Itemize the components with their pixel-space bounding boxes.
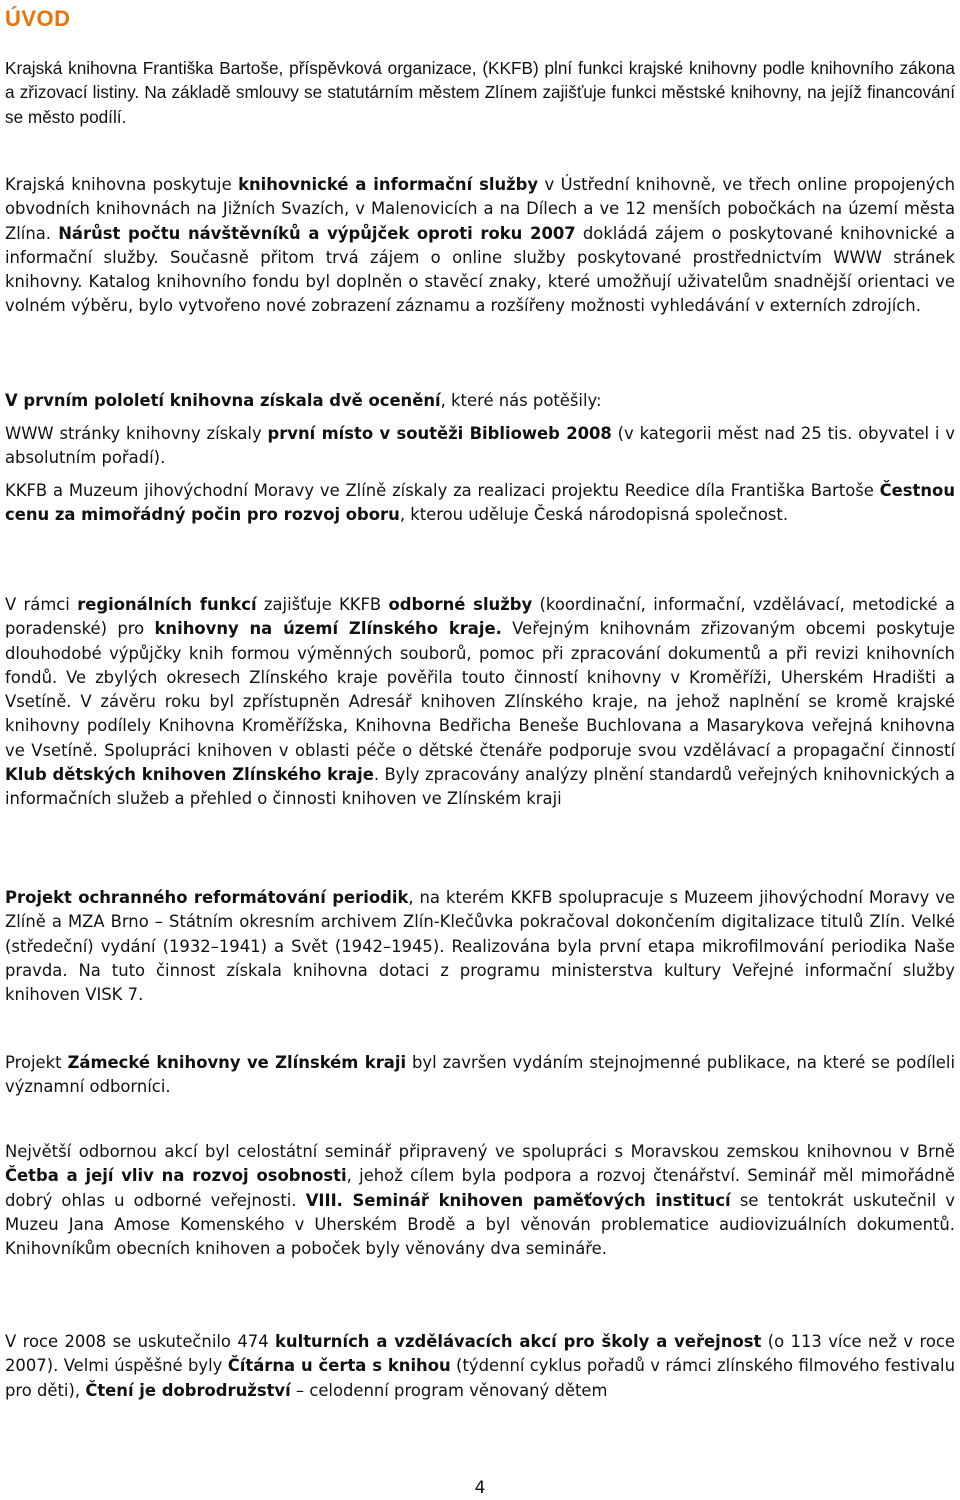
text-span: byl završen vydáním stejnojmenné publikace, na které se podíleli významní odborníci. bbox=[5, 1053, 955, 1097]
bold-span: Klub dětských knihoven Zlínského kraje bbox=[5, 765, 374, 785]
bold-span: knihovnické a informační služby bbox=[238, 175, 539, 194]
text-span: se tentokrát uskutečnil v Muzeu Jana Amose Komenského v Uherském Brodě a byl věnován problematice audiovizuálních dokumentů. Knihovníkům obecních knihoven a poboček byly věnovány dva semináře. bbox=[5, 1190, 955, 1259]
bold-span: Čítárna u čerta s knihou bbox=[227, 1356, 451, 1376]
text-span: (v kategorii měst nad 25 tis. obyvatel i v absolutním pořadí). bbox=[5, 424, 955, 468]
paragraph-castle-libraries bbox=[5, 1051, 955, 1100]
text-span: Veřejným knihovnám zřizovaným obcemi poskytuje dlouhodobé výpůjčky knih formou výměnných souborů, pomoc při zpracování dokumentů a při revizi knihovních fondů. Ve zbylých okresech Zlínského kraje pověřila touto činností knihovny v Kroměříži, Uherském Hradišti a Vsetíně. V závěru roku byl zpřístupněn Adresář knihoven Zlínského kraje, na jehož naplnění se kromě krajské knihovny podílely Knihovna Kroměřížska, Knihovna Bedřicha Beneše Buchlovana a Masarykova veřejná knihovna ve Vsetíně. Spolupráci knihoven v oblasti péče o dětské čtenáře podporuje svou vzdělávací a propagační činností bbox=[5, 619, 956, 760]
bold-span: Čestnou cenu za mimořádný počin pro rozvoj oboru bbox=[5, 481, 955, 525]
bold-span: regionálních funkcí bbox=[77, 595, 257, 614]
text-span: KKFB a Muzeum jihovýchodní Moravy ve Zlíně získaly za realizaci projektu Reedice díla Františka Bartoše bbox=[5, 481, 880, 500]
text-span: WWW stránky knihovny získaly bbox=[5, 424, 268, 443]
text-span: Projekt bbox=[5, 1053, 68, 1072]
text-span: dokládá zájem o poskytované knihovnické a informační služby. Současně přitom trvá zájem o online služby poskytované prostřednictvím WWW stránek knihovny. Katalog knihovního fondu byl doplněn o stavěcí znaky, které umožňují uživatelům snadnější orientaci ve volném výběru, bylo vytvořeno nové zobrazení záznamu a rozšířeny možnosti vyhledávání v externích zdrojích. bbox=[5, 223, 955, 316]
text-span: Největší odbornou akcí byl celostátní seminář připravený ve spolupráci s Moravskou zemskou knihovnou v Brně bbox=[5, 1142, 955, 1161]
bold-span: první místo v soutěži Biblioweb 2008 bbox=[267, 424, 612, 443]
section-heading: ÚVOD bbox=[5, 6, 71, 31]
paragraph-cultural-events bbox=[5, 1330, 955, 1403]
bold-span: kulturních a vzdělávacích akcí pro školy a veřejnost bbox=[275, 1332, 762, 1351]
paragraph-periodicals bbox=[5, 886, 955, 1007]
text-span: – celodenní program věnovaný dětem bbox=[290, 1380, 608, 1400]
bold-span: knihovny na území Zlínského kraje. bbox=[154, 619, 502, 639]
paragraph-regional-functions bbox=[5, 593, 955, 812]
text-span: V rámci bbox=[5, 595, 78, 614]
bold-span: Četba a její vliv na rozvoj osobnosti bbox=[5, 1166, 347, 1186]
bold-span: Čtení je dobrodružství bbox=[85, 1380, 291, 1400]
text-span: . Byly zpracovány analýzy plnění standardů veřejných knihovnických a informačních služeb a přehled o činnosti knihoven ve Zlínském kraji bbox=[5, 765, 956, 809]
text-span: (o 113 více než v roce 2007). Velmi úspěšné byly bbox=[5, 1332, 955, 1376]
bold-span: Nárůst počtu návštěvníků a výpůjček oproti roku 2007 bbox=[58, 223, 576, 243]
paragraph-award-biblioweb bbox=[5, 422, 955, 471]
bold-span: Projekt ochranného reformátování periodik bbox=[5, 888, 409, 907]
text-span: , které nás potěšily: bbox=[440, 391, 602, 410]
text-span: V roce 2008 se uskutečnilo 474 bbox=[5, 1332, 276, 1351]
bold-span: V prvním pololetí knihovna získala dvě ocenění bbox=[5, 391, 441, 410]
text-span: zajišťuje KKFB bbox=[256, 595, 389, 614]
bold-span: odborné služby bbox=[388, 595, 533, 614]
text-span: , na kterém KKFB spolupracuje s Muzeem jihovýchodní Moravy ve Zlíně a MZA Brno – Státním okresním archivem Zlín-Klečůvka pokračoval dokončením digitalizace titulů Zlín. Velké (středeční) vydání (1932–1941) a Svět (1942–1945). Realizována byla první etapa mikrofilmování periodika Naše pravda. Na tuto činnost získala knihovna dotaci z programu ministerstva kultury Veřejné informační služby knihoven VISK 7. bbox=[5, 888, 956, 1005]
bold-span: VIII. Seminář knihoven paměťových institucí bbox=[305, 1190, 731, 1210]
text-span: , kterou uděluje Česká národopisná společnost. bbox=[399, 505, 789, 525]
paragraph-intro: Krajská knihovna Františka Bartoše, příspěvková organizace, (KKFB) plní funkci krajské knihovny podle knihovního zákona a zřizovací listiny. Na základě smlouvy se statutárním městem Zlínem zajišťuje funkci městské knihovny, na jejíž financování se město podílí. bbox=[5, 58, 955, 127]
text-span: , jehož cílem byla podpora a rozvoj čtenářství. Seminář měl mimořádně dobrý ohlas u odborné veřejnosti. bbox=[5, 1166, 955, 1210]
bold-span: Zámecké knihovny ve Zlínském kraji bbox=[67, 1053, 407, 1072]
text-span: v Ústřední knihovně, ve třech online propojených obvodních knihovnách na Jižních Svazích, v Malenovicích a na Dílech a ve 12 menších pobočkách na území města Zlína. bbox=[5, 175, 955, 243]
paragraph-seminars bbox=[5, 1140, 955, 1261]
text-span: (týdenní cyklus pořadů v rámci zlínského filmového festivalu pro děti), bbox=[5, 1356, 955, 1400]
paragraph-award-reedice bbox=[5, 479, 955, 528]
paragraph-awards-intro bbox=[5, 389, 955, 413]
text-span: Krajská knihovna poskytuje bbox=[5, 175, 239, 194]
text-span: (koordinační, informační, vzdělávací, metodické a poradenské) pro bbox=[5, 595, 956, 639]
page-number: 4 bbox=[474, 1478, 486, 1498]
paragraph-services bbox=[5, 173, 955, 319]
